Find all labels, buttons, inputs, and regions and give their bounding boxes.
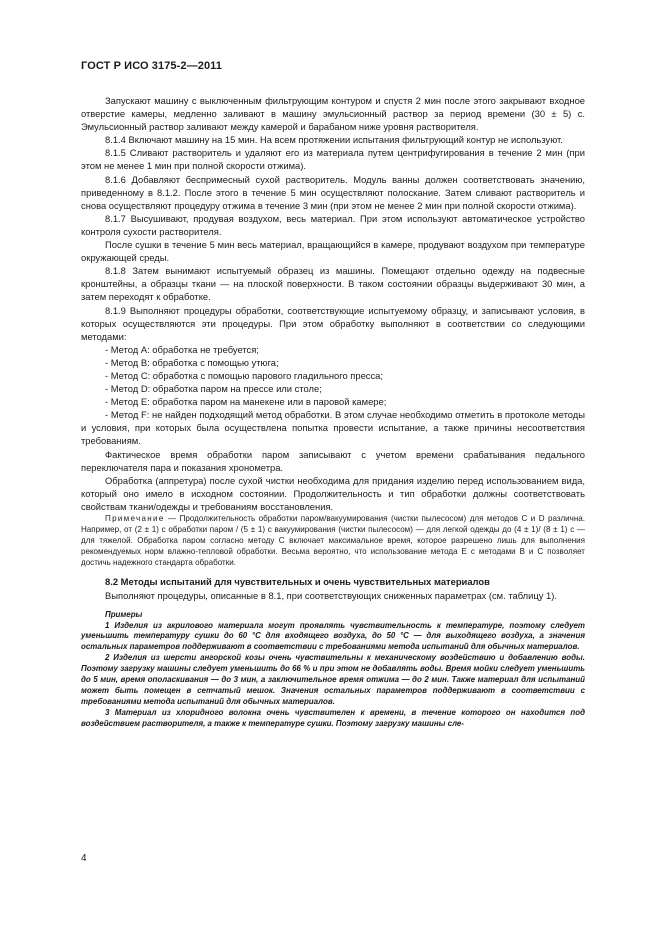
note xyxy=(81,513,585,568)
method-item: - Метод D: обработка паром на прессе или столе; xyxy=(105,383,322,395)
method-item: - Метод С: обработка с помощью парового гладильного пресса; xyxy=(105,369,383,381)
method-item: - Метод Е: обработка паром на манекене или в паровой камере; xyxy=(105,396,387,408)
method-item: - Метод В: обработка с помощью утюга; xyxy=(105,356,279,368)
paragraph: После сушки в течение 5 мин весь материал, вращающийся в камере, продувают воздухом при температуре окружающей среды. xyxy=(81,239,585,264)
paragraph-8-1-7: 8.1.7 Высушивают, продувая воздухом, весь материал. При этом используют автоматическое устройство контроля сухости растворителя. xyxy=(81,212,585,237)
document-header: ГОСТ Р ИСО 3175-2—2011 xyxy=(81,60,222,72)
examples-title: Примеры xyxy=(105,609,143,619)
method-item: - Метод F: не найден подходящий метод обработки. В этом случае необходимо отметить в протоколе методы и условия, при которых была осуществлена попытка провести испытание, а также причины несоответствия требованиям. xyxy=(81,409,585,447)
example-item: 2 Изделия из шерсти ангорской козы очень чувствительны к механическому воздействию и добавлению воды. Поэтому загрузку машины следует уменьшить до 66 % и при этом не добавлять воды. Время мойки следует уменьшить до 5 мин, время ополаскивания — до 3 мин, а заключительное время отжима — до 2 мин. Также материал для испытаний может быть помещен в сетчатый мешок. Значения остальных параметров поддерживают в соответствии с требованиями метода испытаний для обычных материалов. xyxy=(81,653,585,706)
paragraph: Запускают машину с выключенным фильтрующим контуром и спустя 2 мин после этого закрывают входное отверстие камеры, медленно заливают в машину эмульсионный раствор за период времени (30 ± 5) с. Эмульсионный раствор заливают между камерой и барабаном ниже уровня растворителя. xyxy=(81,95,585,133)
paragraph: Обработка (аппретура) после сухой чистки необходима для придания изделию перед использованием вида, который оно имело в исходном состоянии. Продолжительность и тип обработки должны соответствовать свойствам ткани/одежды и требованиям восстановления. xyxy=(81,474,585,512)
paragraph-8-1-4: 8.1.4 Включают машину на 15 мин. На всем протяжении испытания фильтрующий контур не используют. xyxy=(105,134,563,146)
paragraph: Выполняют процедуры, описанные в 8.1, при соответствующих сниженных параметрах (см. таблицу 1). xyxy=(105,589,557,601)
page-number: 4 xyxy=(81,853,87,864)
paragraph-8-1-9: 8.1.9 Выполняют процедуры обработки, соответствующие испытуемому образцу, и записывают условия, в которых осуществляются эти процедуры. При этом обработку выполняют в соответствии со следующими методами: xyxy=(81,304,585,342)
paragraph-8-1-5: 8.1.5 Сливают растворитель и удаляют его из материала путем центрифугирования в течение 2 мин (при этом не менее 1 мин при полной скорости отжима). xyxy=(81,147,585,172)
paragraph-8-1-8: 8.1.8 Затем вынимают испытуемый образец из машины. Помещают отдельно одежду на подвесные кронштейны, а образцы ткани — на плоской поверхности. В таком состоянии образцы выдерживают 30 мин, а затем переходят к обработке. xyxy=(81,265,585,303)
section-title: 8.2 Методы испытаний для чувствительных и очень чувствительных материалов xyxy=(105,576,490,588)
note-label: Примечание xyxy=(105,514,165,523)
method-item: - Метод А: обработка не требуется; xyxy=(105,343,259,355)
paragraph-8-1-6: 8.1.6 Добавляют беспримесный сухой растворитель. Модуль ванны должен соответствовать значению, приведенному в 8.1.2. После этого в течение 5 мин осуществляют полоскание. Затем сливают растворитель и снова осуществляют процедуру отжима в течение 3 мин (при этом не менее 2 мин при полной скорости отжима). xyxy=(81,173,585,211)
example-item: 3 Материал из хлоридного волокна очень чувствителен к времени, в течение которого он находится под воздействием растворителя, а также к температуре сушки. Поэтому загрузку машины сле- xyxy=(81,707,585,728)
examples-block xyxy=(81,610,585,730)
example-item: 1 Изделия из акрилового материала могут проявлять чувствительность к температуре, поэтому следует уменьшить температуру сушки до 60 °С для входящего воздуха, до 50 °С — для выходящего воздуха, а значения остальных параметров поддерживают в соответствии с требованиями метода испытаний для обычных материалов. xyxy=(81,620,585,652)
paragraph: Фактическое время обработки паром записывают с учетом времени срабатывания педального переключателя пара и показания хронометра. xyxy=(81,448,585,473)
note-text: — Продолжительность обработки паром/вакуумирования (чистки пылесосом) для методов С и D различна. Например, от (2 ± 1) с обработки паром / (5 ± 1) с вакуумирования (чистки пылесосом) — для легкой одежды до (4 ± 1)/ (8 ± 1) с — для тяжелой. Обработка паром согласно методу С включает максимальное время, которое разрешено лишь для выполнения рекомендуемых норм влажно-тепловой обработки. Весьма вероятно, что использование метода Е с методами В и С позволяет достичь надежного стандарта обработки. xyxy=(81,514,585,568)
document-body xyxy=(81,94,585,730)
